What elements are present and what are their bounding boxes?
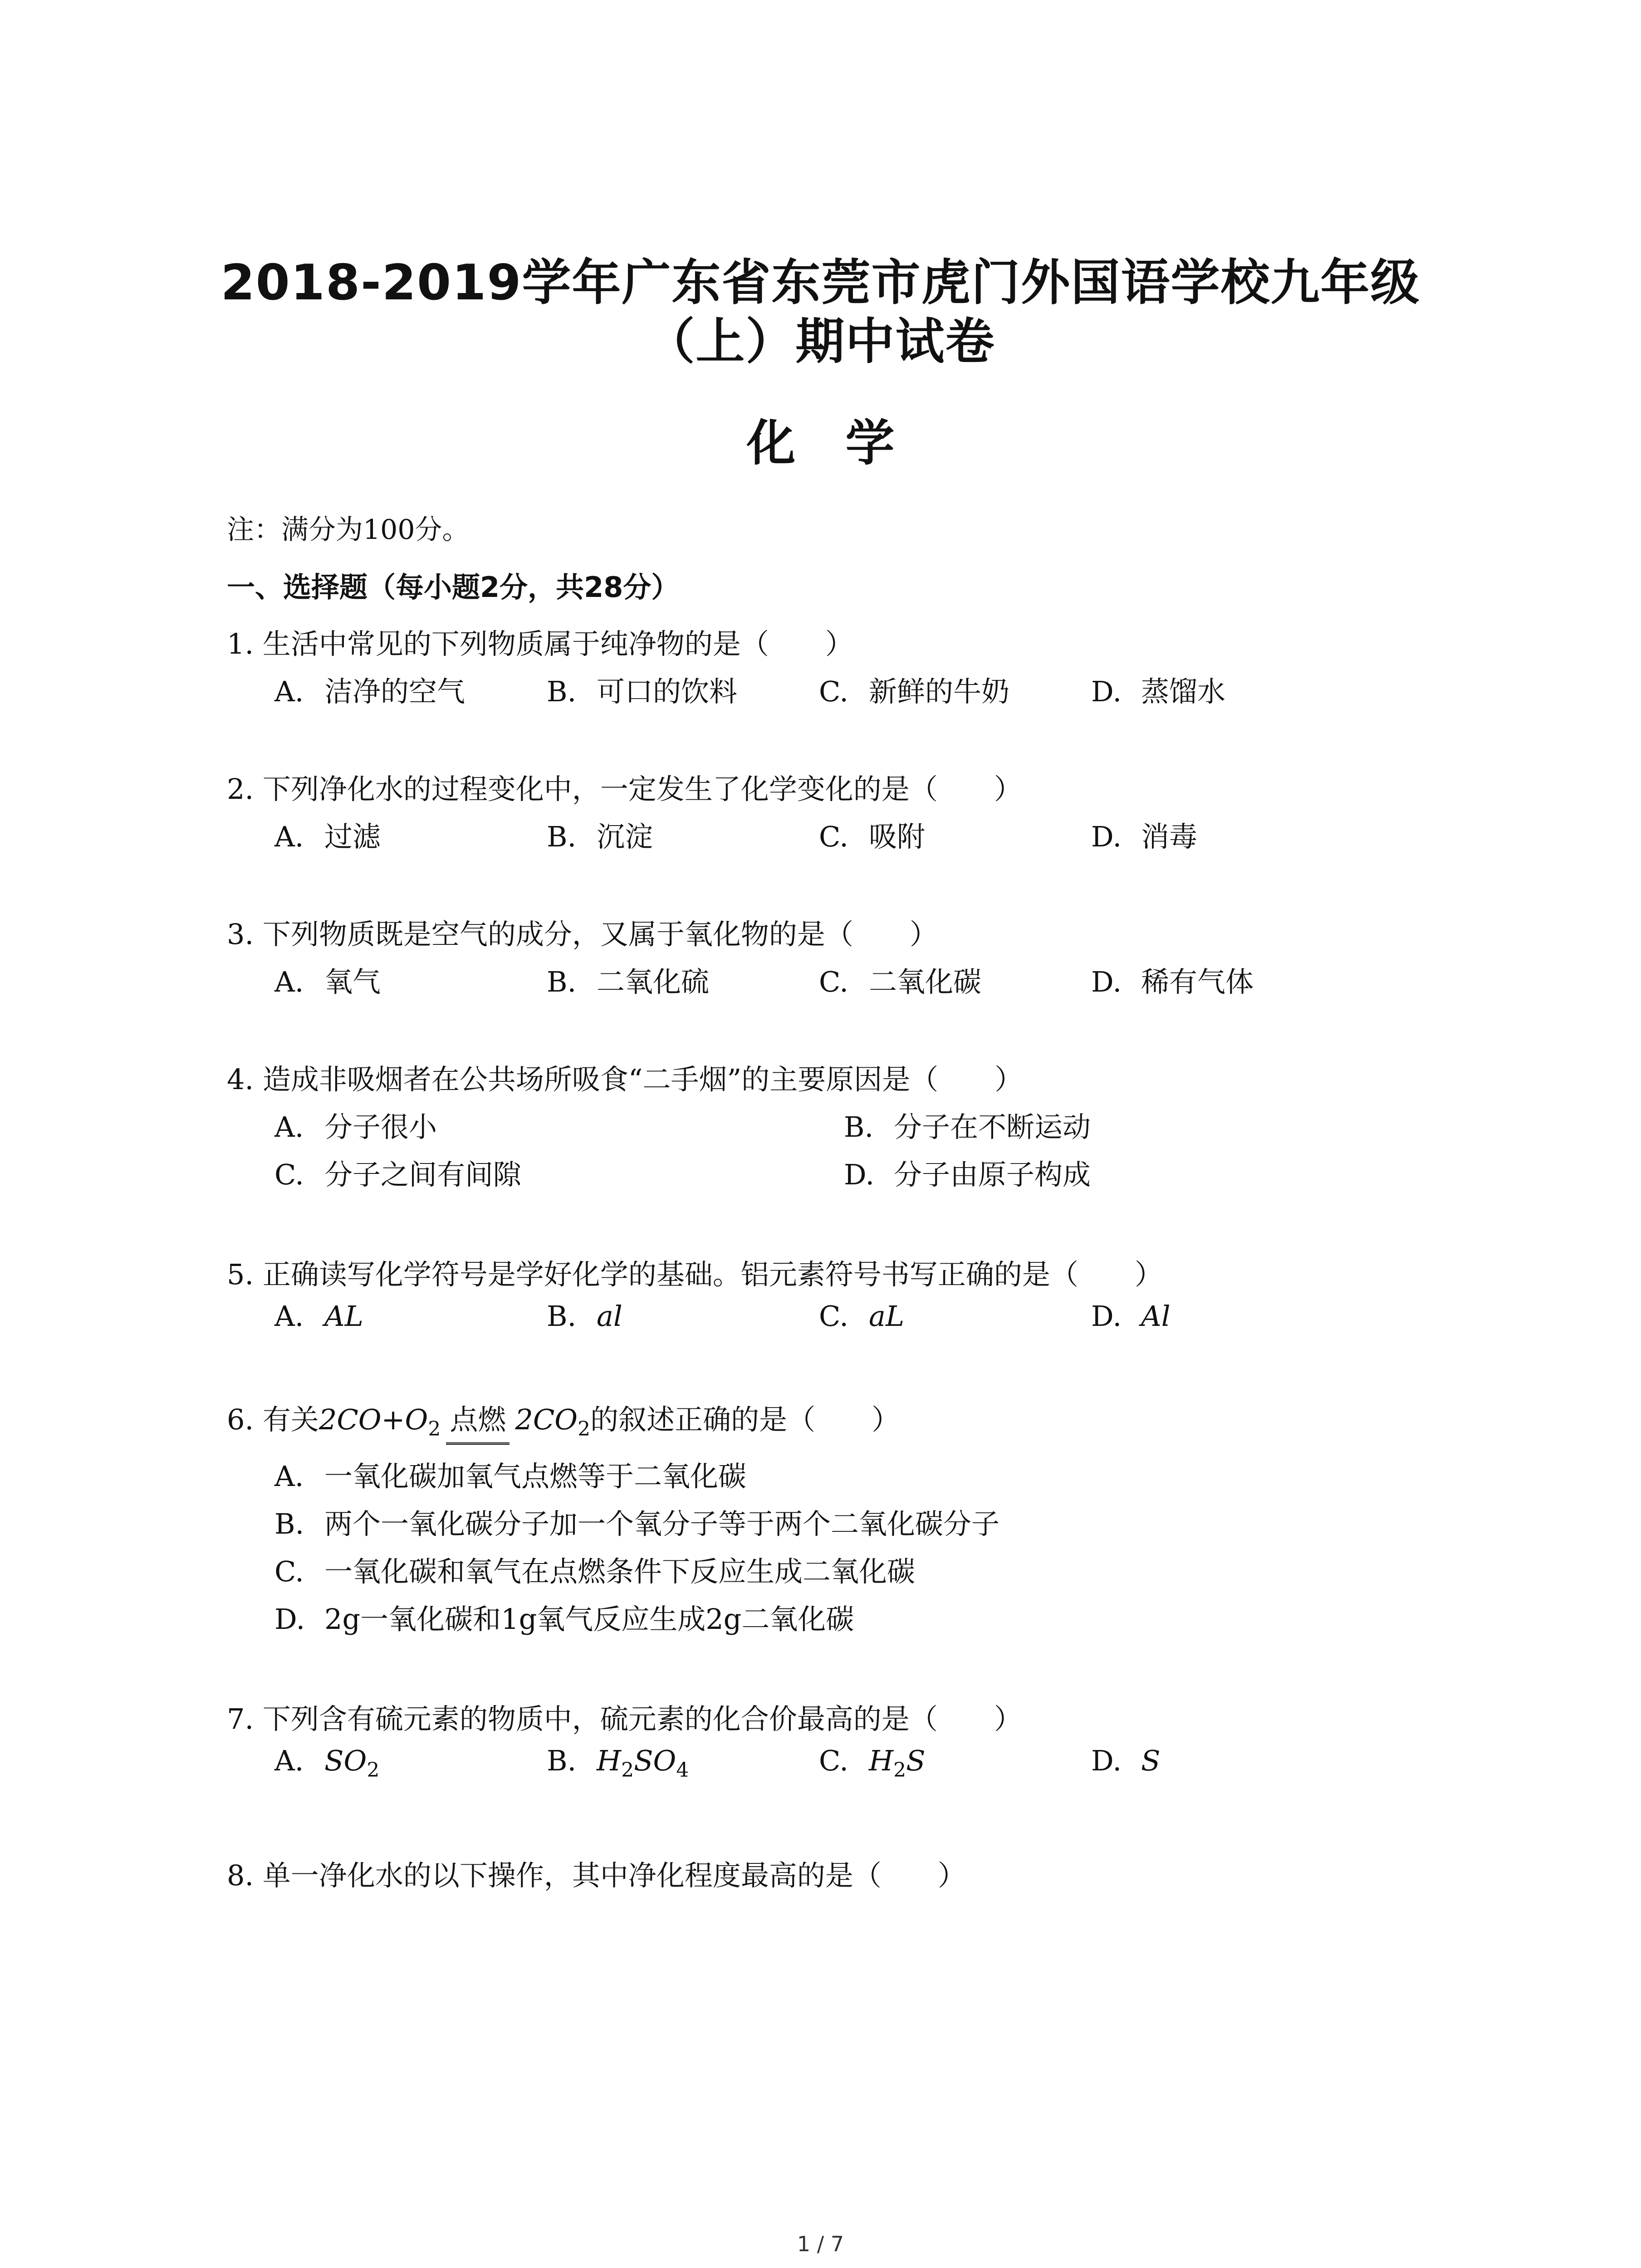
q4-option-a-label: A. bbox=[274, 1110, 304, 1144]
q6-stem-suffix: 的叙述正确的是（ ） bbox=[590, 1403, 900, 1436]
question-5-stem: 5. 正确读写化学符号是学好化学的基础。铝元素符号书写正确的是（ ） bbox=[227, 1258, 1163, 1291]
q4-option-b bbox=[844, 1105, 1091, 1145]
q5-option-b bbox=[547, 1300, 622, 1333]
q4-option-a-text: 分子很小 bbox=[324, 1110, 437, 1144]
q7-option-c-tail: S bbox=[906, 1744, 926, 1777]
q3-option-d-text: 稀有气体 bbox=[1141, 965, 1254, 998]
q2-option-d-text: 消毒 bbox=[1141, 820, 1198, 853]
q5-option-a bbox=[274, 1300, 363, 1333]
q5-option-c-label: C. bbox=[819, 1300, 848, 1333]
q7-option-a-label: A. bbox=[274, 1744, 304, 1777]
q3-option-b-text: 二氧化硫 bbox=[597, 965, 710, 998]
score-note: 注：满分为100分。 bbox=[227, 514, 470, 546]
q6-option-d bbox=[274, 1597, 854, 1637]
q2-option-b-label: B. bbox=[547, 820, 577, 853]
question-1-stem: 1. 生活中常见的下列物质属于纯净物的是（ ） bbox=[227, 627, 853, 660]
q3-option-d bbox=[1091, 959, 1254, 1000]
q4-option-a bbox=[274, 1105, 437, 1145]
q2-option-a-label: A. bbox=[274, 820, 304, 853]
q2-option-c-label: C. bbox=[819, 820, 848, 853]
q7-option-b-sub: 2 bbox=[621, 1759, 634, 1782]
section-heading-choice: 一、选择题（每小题2分，共28分） bbox=[227, 571, 680, 604]
q6-option-c-text: 一氧化碳和氧气在点燃条件下反应生成二氧化碳 bbox=[324, 1555, 916, 1588]
q7-option-c-formula: H bbox=[869, 1744, 894, 1777]
q7-option-c-sub: 2 bbox=[893, 1759, 906, 1782]
q6-option-b-label: B. bbox=[274, 1507, 304, 1540]
q6-equation-right: 2CO bbox=[515, 1403, 578, 1436]
exam-title-line1: 2018-2019学年广东省东莞市虎门外国语学校九年级 bbox=[220, 254, 1421, 311]
q7-option-b bbox=[547, 1744, 689, 1782]
q3-option-c-label: C. bbox=[819, 965, 848, 998]
q2-option-a bbox=[274, 814, 381, 855]
question-3-stem: 3. 下列物质既是空气的成分，又属于氧化物的是（ ） bbox=[227, 918, 938, 951]
q5-option-a-text: AL bbox=[324, 1300, 363, 1333]
q7-option-b-label: B. bbox=[547, 1744, 577, 1777]
q7-option-c-label: C. bbox=[819, 1744, 848, 1777]
question-2-stem: 2. 下列净化水的过程变化中，一定发生了化学变化的是（ ） bbox=[227, 772, 1022, 806]
q3-option-b-label: B. bbox=[547, 965, 577, 998]
subject-heading: 化学 bbox=[746, 415, 945, 472]
q1-option-b-label: B. bbox=[547, 675, 577, 708]
q4-option-c-label: C. bbox=[274, 1158, 304, 1191]
q6-equation-right-sub: 2 bbox=[578, 1418, 591, 1441]
q5-option-b-text: al bbox=[597, 1300, 622, 1333]
q2-option-b-text: 沉淀 bbox=[597, 820, 653, 853]
q2-option-c-text: 吸附 bbox=[869, 820, 926, 853]
q1-option-b-text: 可口的饮料 bbox=[597, 675, 738, 708]
q6-option-b bbox=[274, 1501, 999, 1542]
q7-option-a bbox=[274, 1744, 380, 1782]
q4-option-d-label: D. bbox=[844, 1158, 875, 1191]
q6-stem-prefix: 6. 有关 bbox=[227, 1403, 319, 1436]
q1-option-d-label: D. bbox=[1091, 675, 1122, 708]
q2-option-b bbox=[547, 814, 653, 855]
q4-option-d bbox=[844, 1152, 1091, 1193]
q7-option-c bbox=[819, 1744, 926, 1782]
q3-option-b bbox=[547, 959, 709, 1000]
q3-option-a-text: 氧气 bbox=[324, 965, 381, 998]
q6-equation-left: 2CO+O bbox=[318, 1403, 428, 1436]
q6-option-c-label: C. bbox=[274, 1555, 304, 1588]
q1-option-c bbox=[819, 669, 1009, 709]
q4-option-b-text: 分子在不断运动 bbox=[894, 1110, 1091, 1144]
q4-option-b-label: B. bbox=[844, 1110, 874, 1144]
question-7-stem: 7. 下列含有硫元素的物质中，硫元素的化合价最高的是（ ） bbox=[227, 1702, 1022, 1735]
q1-option-d-text: 蒸馏水 bbox=[1141, 675, 1226, 708]
q2-option-a-text: 过滤 bbox=[324, 820, 381, 853]
q1-option-c-label: C. bbox=[819, 675, 848, 708]
q2-option-c bbox=[819, 814, 925, 855]
q6-reaction-condition: 点燃 bbox=[446, 1397, 509, 1437]
q4-option-c bbox=[274, 1152, 521, 1193]
q6-option-a-label: A. bbox=[274, 1460, 304, 1493]
q7-option-d bbox=[1091, 1744, 1160, 1777]
q3-option-c bbox=[819, 959, 981, 1000]
q3-option-d-label: D. bbox=[1091, 965, 1122, 998]
q6-option-d-label: D. bbox=[274, 1603, 305, 1636]
q1-option-a-text: 洁净的空气 bbox=[324, 675, 465, 708]
q1-option-a bbox=[274, 669, 465, 709]
q7-option-b-formula: H bbox=[597, 1744, 622, 1777]
q3-option-a bbox=[274, 959, 381, 1000]
q5-option-c bbox=[819, 1300, 904, 1333]
q3-option-a-label: A. bbox=[274, 965, 304, 998]
q1-option-d bbox=[1091, 669, 1225, 709]
exam-title-line2: （上）期中试卷 bbox=[646, 313, 995, 370]
question-8-stem: 8. 单一净化水的以下操作，其中净化程度最高的是（ ） bbox=[227, 1859, 966, 1892]
q4-option-d-text: 分子由原子构成 bbox=[894, 1158, 1091, 1191]
q7-option-a-sub: 2 bbox=[367, 1759, 380, 1782]
q2-option-d bbox=[1091, 814, 1197, 855]
q5-option-a-label: A. bbox=[274, 1300, 304, 1333]
q6-option-a-text: 一氧化碳加氧气点燃等于二氧化碳 bbox=[324, 1460, 747, 1493]
question-6-stem bbox=[227, 1397, 900, 1441]
q3-option-c-text: 二氧化碳 bbox=[869, 965, 982, 998]
q6-option-c bbox=[274, 1549, 915, 1589]
q1-option-b bbox=[547, 669, 737, 709]
q1-option-a-label: A. bbox=[274, 675, 304, 708]
q6-option-b-text: 两个一氧化碳分子加一个氧分子等于两个二氧化碳分子 bbox=[324, 1507, 1000, 1540]
q5-option-b-label: B. bbox=[547, 1300, 577, 1333]
q7-option-a-formula: SO bbox=[324, 1744, 367, 1777]
q6-option-a bbox=[274, 1454, 746, 1494]
q7-option-b-sub2: 4 bbox=[676, 1759, 689, 1782]
q1-option-c-text: 新鲜的牛奶 bbox=[869, 675, 1010, 708]
q5-option-c-text: aL bbox=[869, 1300, 905, 1333]
page-number: 1 / 7 bbox=[797, 2232, 844, 2256]
q5-option-d-label: D. bbox=[1091, 1300, 1122, 1333]
q7-option-b-tail: SO bbox=[634, 1744, 676, 1777]
q5-option-d-text: Al bbox=[1141, 1300, 1171, 1333]
q5-option-d bbox=[1091, 1300, 1171, 1333]
q7-option-d-label: D. bbox=[1091, 1744, 1122, 1777]
q7-option-d-formula: S bbox=[1141, 1744, 1161, 1777]
q4-option-c-text: 分子之间有间隙 bbox=[324, 1158, 522, 1191]
q6-equation-left-sub: 2 bbox=[428, 1418, 441, 1441]
q2-option-d-label: D. bbox=[1091, 820, 1122, 853]
question-4-stem: 4. 造成非吸烟者在公共场所吸食“二手烟”的主要原因是（ ） bbox=[227, 1063, 1023, 1096]
q6-option-d-text: 2g一氧化碳和1g氧气反应生成2g二氧化碳 bbox=[324, 1603, 854, 1636]
